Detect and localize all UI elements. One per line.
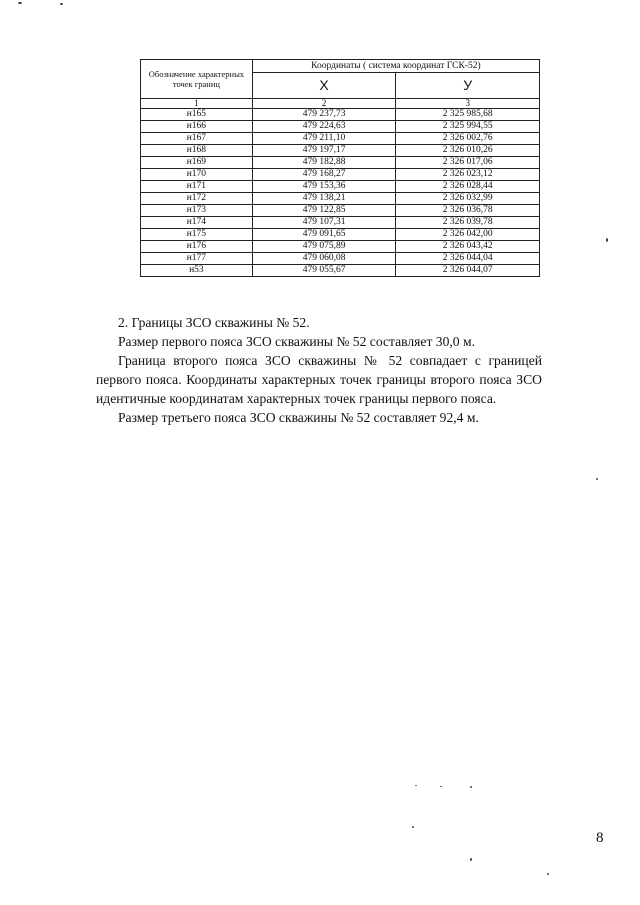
cell-y: 2 326 036,78 [396,205,540,217]
table-row [141,169,540,181]
cell-x: 479 055,67 [252,265,396,277]
cell-x: 479 197,17 [252,145,396,157]
table-row [141,109,540,121]
scan-speck [415,785,417,786]
cell-point: н171 [141,181,253,193]
scan-speck [547,873,549,875]
table-row [141,205,540,217]
cell-point: н174 [141,217,253,229]
table-row [141,229,540,241]
cell-point: н169 [141,157,253,169]
cell-x: 479 060,08 [252,253,396,265]
scan-speck [440,786,442,787]
cell-x: 479 211,10 [252,133,396,145]
cell-point: н170 [141,169,253,181]
scan-speck [470,858,472,861]
cell-y: 2 326 023,12 [396,169,540,181]
table-row [141,121,540,133]
cell-x: 479 182,88 [252,157,396,169]
scan-speck [18,2,22,4]
scan-speck [596,478,598,480]
paragraph: Размер третьего пояса ЗСО скважины № 52 составляет 92,4 м. [118,410,479,425]
cell-x: 479 168,27 [252,169,396,181]
cell-x: 479 138,21 [252,193,396,205]
scan-speck [470,786,472,788]
table-row [141,265,540,277]
paragraph: Граница второго пояса ЗСО скважины № 52 совпадает с границей первого пояса. Координаты характерных точек границы второго пояса ЗСО идентичные координатам характерных точек границы первого пояса. [96,353,542,406]
table-row [141,217,540,229]
scan-speck [412,826,414,828]
header-coordinate-system: Координаты ( система координат ГСК-52) [252,60,539,73]
cell-y: 2 326 002,76 [396,133,540,145]
cell-x: 479 091,65 [252,229,396,241]
cell-x: 479 153,36 [252,181,396,193]
table-row [141,157,540,169]
cell-y: 2 326 028,44 [396,181,540,193]
cell-point: н166 [141,121,253,133]
cell-point: н53 [141,265,253,277]
scan-speck [60,3,63,5]
cell-point: н175 [141,229,253,241]
page-number: 8 [596,830,604,846]
cell-point: н176 [141,241,253,253]
cell-y: 2 326 043,42 [396,241,540,253]
section-heading: 2. Границы ЗСО скважины № 52. [118,315,310,330]
cell-point: н173 [141,205,253,217]
cell-y: 2 325 985,68 [396,109,540,121]
table-row [141,241,540,253]
body-text [96,313,542,427]
cell-x: 479 075,89 [252,241,396,253]
cell-x: 479 122,85 [252,205,396,217]
cell-point: н177 [141,253,253,265]
cell-point: н167 [141,133,253,145]
table-row [141,253,540,265]
table-row [141,193,540,205]
cell-y: 2 326 032,99 [396,193,540,205]
paragraph: Размер первого пояса ЗСО скважины № 52 составляет 30,0 м. [118,334,475,349]
table-row [141,181,540,193]
cell-y: 2 325 994,55 [396,121,540,133]
cell-y: 2 326 044,07 [396,265,540,277]
header-y-axis: У [396,73,540,99]
table-row [141,133,540,145]
coordinates-table [140,59,540,277]
column-number: 3 [396,99,540,109]
cell-x: 479 237,73 [252,109,396,121]
header-point-designation: Обозначение характерных точек границ [141,60,253,99]
cell-y: 2 326 042,00 [396,229,540,241]
scan-speck [606,238,608,242]
cell-point: н172 [141,193,253,205]
cell-x: 479 224,63 [252,121,396,133]
column-number: 1 [141,99,253,109]
cell-point: н168 [141,145,253,157]
table-body [141,109,540,277]
cell-y: 2 326 039,78 [396,217,540,229]
cell-point: н165 [141,109,253,121]
header-x-axis: X [252,73,396,99]
cell-y: 2 326 010,26 [396,145,540,157]
cell-y: 2 326 017,06 [396,157,540,169]
table-row [141,145,540,157]
cell-y: 2 326 044,04 [396,253,540,265]
column-number: 2 [252,99,396,109]
cell-x: 479 107,31 [252,217,396,229]
